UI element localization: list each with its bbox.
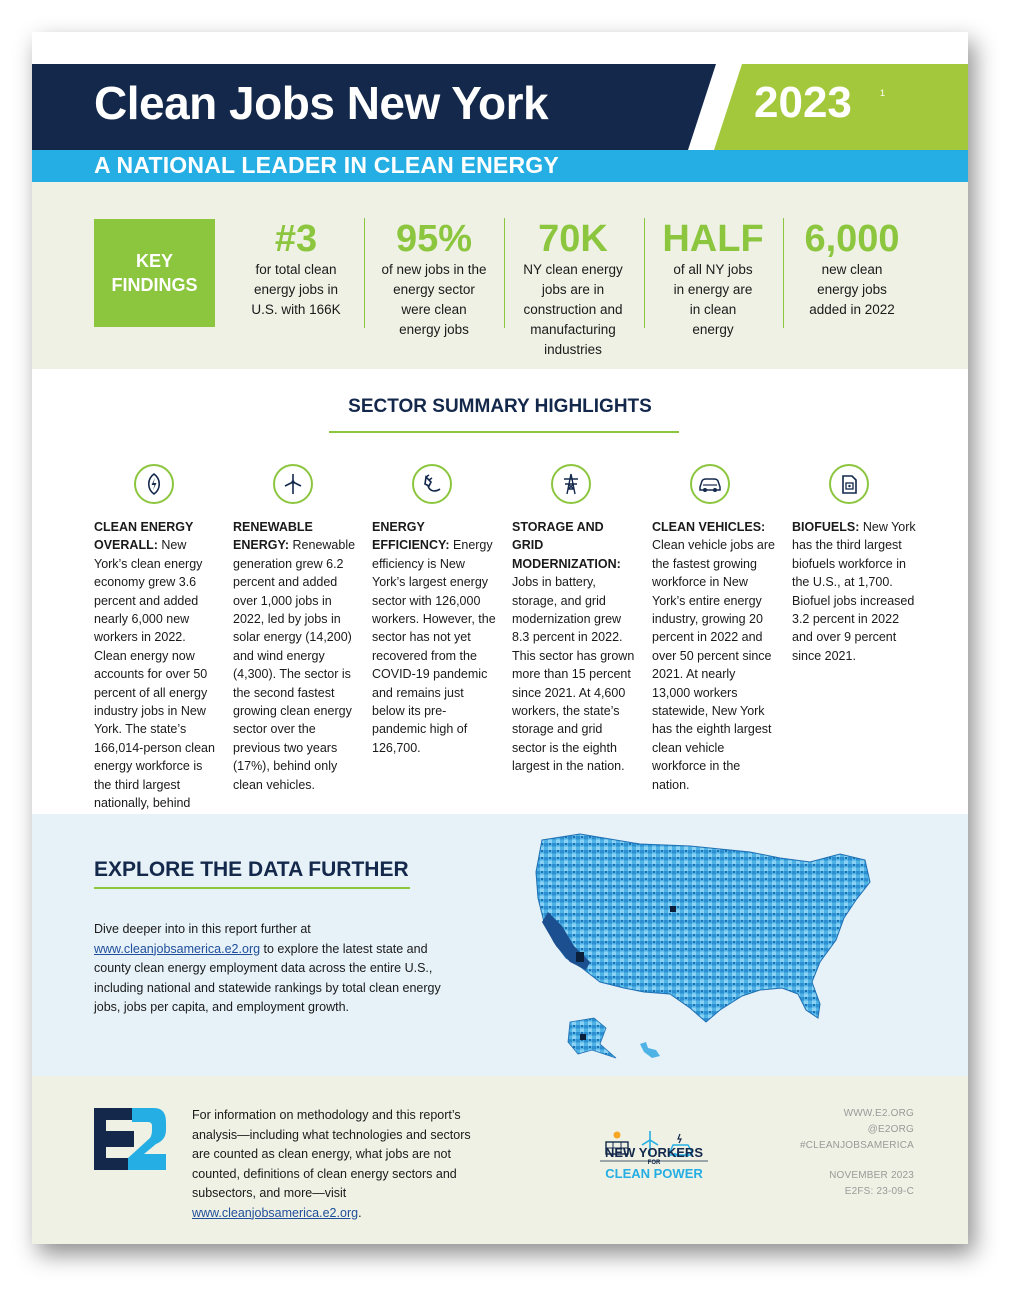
stat-big: 6,000 — [804, 218, 900, 260]
page-title: Clean Jobs New York — [94, 77, 549, 129]
stat-text: NY clean energy jobs are in construction and manufacturing industries — [523, 262, 623, 357]
sector-efficiency — [372, 518, 496, 757]
sector-summary-title: SECTOR SUMMARY HIGHLIGHTS — [348, 396, 652, 417]
sector-heading: STORAGE AND GRID MODERNIZATION: — [512, 520, 621, 571]
sector-biofuels — [792, 518, 916, 665]
footer-code: E2FS: 23-09-C — [844, 1186, 914, 1197]
county-highlight — [576, 952, 584, 962]
sector-clean-vehicles — [652, 518, 776, 794]
sector-body: Renewable generation grew 6.2 percent and added over 1,000 jobs in 2022, led by jobs in solar energy (14,200) and wind energy (4,300). The sector is the second fastest growing clean energy sector over the previous two years (17%), behind only clean vehicles. — [233, 538, 356, 792]
alaska-shape — [568, 1018, 616, 1058]
stat-big: HALF — [662, 218, 764, 260]
sector-heading: RENEWABLE ENERGY: — [233, 520, 313, 553]
sector-body: Clean vehicle jobs are the fastest growing workforce in New York’s entire energy industry, growing 20 percent in 2022 and over 50 percent since 2021. At nearly 13,000 workers statewide, New York has the eighth largest clean vehicle workforce in the nation. — [652, 538, 775, 792]
key-findings-label-line2: FINDINGS — [111, 275, 198, 295]
explore-title-underline — [94, 887, 410, 889]
stat-text: of all NY jobs in energy are in clean energy — [673, 262, 753, 337]
sector-renewable — [233, 518, 357, 794]
year-footnote: 1 — [880, 88, 886, 98]
hawaii-shape — [640, 1042, 660, 1058]
e2-logo — [94, 1108, 166, 1170]
footer-text-after: . — [358, 1205, 362, 1220]
sector-clean-energy — [94, 518, 218, 831]
nycp-line1: NEW YORKERS — [605, 1145, 703, 1160]
stat-new-jobs — [784, 218, 920, 320]
footer-website: WWW.E2.ORG — [843, 1108, 914, 1119]
footer-link[interactable]: www.cleanjobsamerica.e2.org — [192, 1205, 359, 1220]
sector-body: New York has the third largest biofuels workforce in the U.S., at 1,700. Biofuel jobs increased 3.2 percent in 2022 and over 9 percent since 2021. — [792, 520, 916, 663]
page-subtitle: A NATIONAL LEADER IN CLEAN ENERGY — [94, 152, 559, 178]
sector-heading: BIOFUELS: — [792, 520, 860, 534]
footer-contact-lines — [800, 1106, 914, 1154]
sector-body: New York’s clean energy economy grew 3.6 percent and added nearly 6,000 new workers in 2022. Clean energy now accounts for over 50 percent of all energy industry jobs in New York. The state’s 166,014-person clean energy workforce is the third largest nationally, behind — [94, 538, 215, 811]
plug-icon — [412, 464, 452, 504]
stat-text: of new jobs in the energy sector were clean energy jobs — [381, 262, 487, 337]
stat-big: #3 — [274, 218, 318, 260]
stat-big: 70K — [538, 218, 608, 260]
explore-link[interactable]: www.cleanjobsamerica.e2.org — [94, 941, 261, 956]
explore-text — [94, 920, 466, 1018]
stat-rank — [228, 218, 364, 320]
sector-heading: CLEAN VEHICLES: — [652, 520, 766, 534]
stat-divider — [364, 218, 365, 328]
footer-methodology-text — [192, 1106, 492, 1223]
stat-text: new clean energy jobs added in 2022 — [809, 262, 895, 317]
nycp-line3: CLEAN POWER — [605, 1166, 703, 1181]
explore-text-after: to explore the latest state and county clean energy employment data across the entire U.S., including national and statewide rankings by total clean energy jobs, jobs per capita, and employment growth. — [94, 941, 441, 1014]
sector-body: Jobs in battery, storage, and grid modernization grew 8.3 percent in 2022. This sector has grown more than 15 percent since 2021. At 4,600 workers, the state’s storage and grid sector is the eighth largest in the nation. — [512, 575, 635, 774]
fuel-can-icon — [829, 464, 869, 504]
fact-sheet-page — [32, 32, 968, 1244]
stat-big: 95% — [395, 218, 473, 260]
stat-percent — [366, 218, 502, 340]
sector-heading: ENERGY EFFICIENCY: — [372, 520, 450, 553]
explore-text-before: Dive deeper into in this report further at — [94, 922, 311, 936]
footer-text-before: For information on methodology and this report’s analysis—including what technologies and sectors are counted as clean energy, what jobs are not counted, definitions of clean energy sectors and subsectors, and more—visit — [192, 1108, 471, 1200]
stat-text: for total clean energy jobs in U.S. with 166K — [251, 262, 341, 317]
leaf-bolt-icon — [134, 464, 174, 504]
county-highlight — [670, 906, 676, 912]
stat-construction — [505, 218, 641, 360]
footer-date: NOVEMBER 2023 — [829, 1170, 914, 1181]
sector-title-underline — [329, 431, 679, 433]
report-year: 2023 — [754, 78, 852, 127]
sector-heading: CLEAN ENERGY OVERALL: — [94, 520, 194, 553]
county-highlight — [580, 1034, 586, 1040]
key-findings-label — [94, 219, 215, 327]
footer-handle: @E2ORG — [867, 1124, 914, 1135]
stat-half — [645, 218, 781, 340]
footer-hashtag: #CLEANJOBSAMERICA — [800, 1140, 914, 1151]
us-mainland-shape — [536, 834, 870, 1022]
transmission-tower-icon — [551, 464, 591, 504]
key-findings-label-line1: KEY — [135, 251, 173, 271]
us-county-map — [520, 822, 888, 1062]
wind-turbine-icon — [273, 464, 313, 504]
footer-band — [32, 1076, 968, 1244]
nycp-line2: FOR — [647, 1160, 661, 1166]
footer-date-code — [829, 1168, 914, 1200]
explore-title: EXPLORE THE DATA FURTHER — [94, 858, 409, 881]
car-icon — [690, 464, 730, 504]
sector-body: Energy efficiency is New York’s largest energy sector with 126,000 workers. However, the sector has not yet recovered from the COVID-19 pandemic and remains just below its pre-pandemic high of 126,700. — [372, 538, 496, 755]
sector-storage-grid — [512, 518, 636, 776]
